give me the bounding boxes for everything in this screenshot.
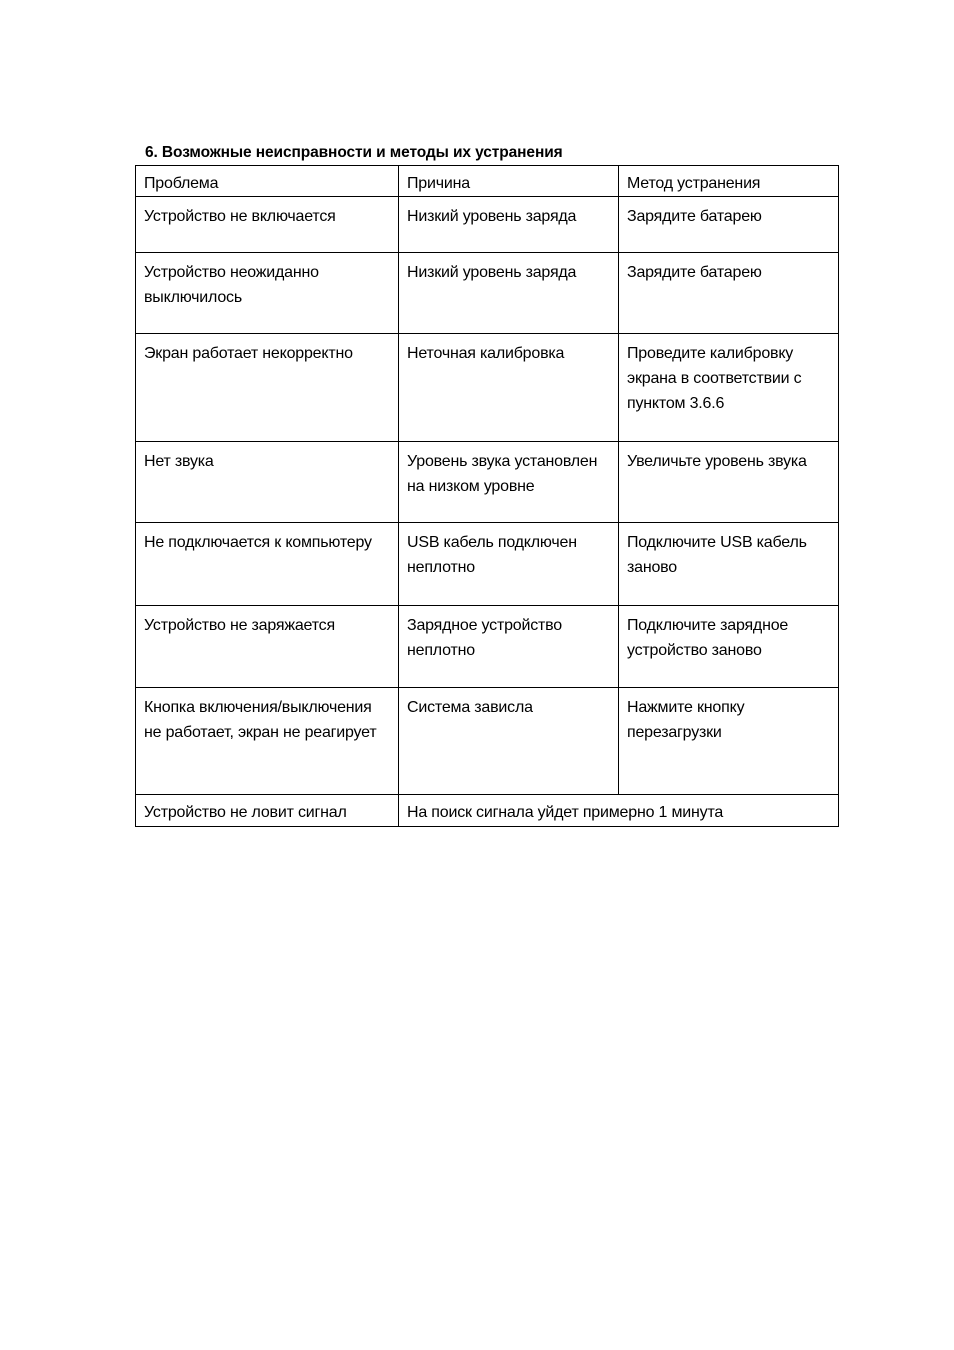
table-row [136, 334, 839, 442]
cell-problem: Нет звука [136, 442, 399, 523]
cell-cause: Зарядное устройство неплотно [399, 606, 619, 688]
cell-fix: Подключите зарядное устройство заново [619, 606, 839, 688]
table-row [136, 523, 839, 606]
cell-cause: Система зависла [399, 688, 619, 795]
table-header-row [136, 166, 839, 197]
table-row [136, 606, 839, 688]
cell-problem: Не подключается к компьютеру [136, 523, 399, 606]
header-cause: Причина [399, 166, 619, 197]
table-row [136, 197, 839, 253]
cell-cause: Низкий уровень заряда [399, 253, 619, 334]
header-fix: Метод устранения [619, 166, 839, 197]
cell-cause: Уровень звука установлен на низком уровне [399, 442, 619, 523]
cell-problem: Устройство не ловит сигнал [136, 795, 399, 827]
cell-problem: Устройство неожиданно выключилось [136, 253, 399, 334]
section-title: 6. Возможные неисправности и методы их устранения [145, 144, 563, 161]
table-row [136, 795, 839, 827]
cell-fix: Подключите USB кабель заново [619, 523, 839, 606]
cell-problem: Устройство не включается [136, 197, 399, 253]
table-row [136, 253, 839, 334]
troubleshooting-table [135, 165, 839, 827]
cell-cause: USB кабель подключен неплотно [399, 523, 619, 606]
cell-problem: Кнопка включения/выключения не работает, экран не реагирует [136, 688, 399, 795]
cell-cause: Низкий уровень заряда [399, 197, 619, 253]
cell-cause: Неточная калибровка [399, 334, 619, 442]
cell-fix: Нажмите кнопку перезагрузки [619, 688, 839, 795]
table-row [136, 688, 839, 795]
cell-fix: Увеличьте уровень звука [619, 442, 839, 523]
cell-merged-note: На поиск сигнала уйдет примерно 1 минута [399, 795, 839, 827]
table-row [136, 442, 839, 523]
cell-fix: Проведите калибровку экрана в соответствии с пунктом 3.6.6 [619, 334, 839, 442]
cell-fix: Зарядите батарею [619, 253, 839, 334]
header-problem: Проблема [136, 166, 399, 197]
cell-problem: Экран работает некорректно [136, 334, 399, 442]
cell-problem: Устройство не заряжается [136, 606, 399, 688]
cell-fix: Зарядите батарею [619, 197, 839, 253]
